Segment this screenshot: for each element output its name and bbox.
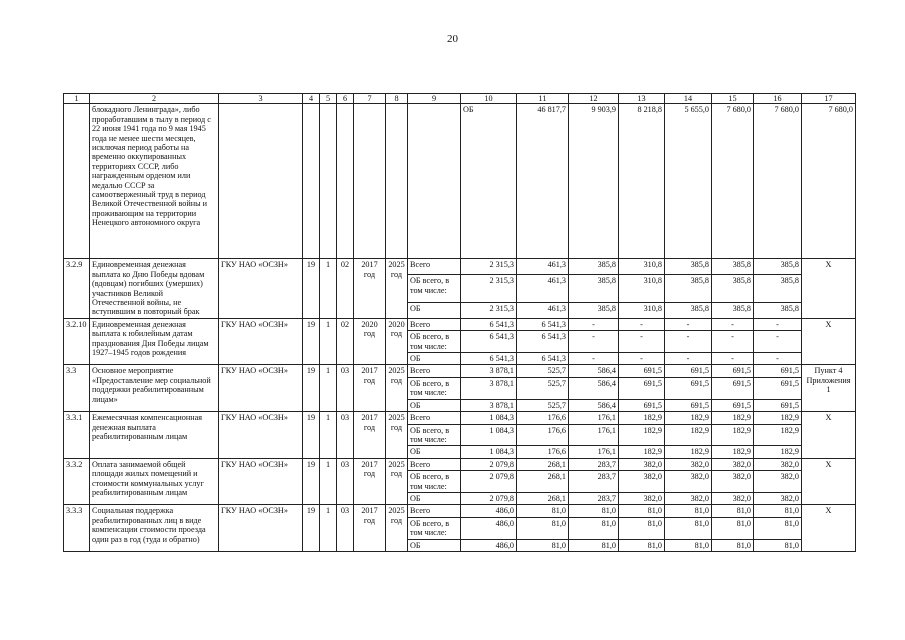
amount-cell: 461,3: [517, 303, 569, 319]
amount-cell: 691,5: [712, 399, 754, 411]
amount-cell: 182,9: [619, 412, 665, 424]
amount-cell: 486,0: [461, 517, 517, 539]
code-item: 03: [337, 365, 354, 412]
end-year: 2025 год: [386, 365, 408, 412]
start-year: 2017 год: [354, 365, 386, 412]
start-year: 2020 год: [354, 318, 386, 365]
funding-source: Всего: [408, 458, 461, 470]
column-number-3: 3: [219, 94, 303, 104]
executor: ГКУ НАО «ОСЗН»: [219, 505, 303, 552]
amount-cell: 283,7: [569, 492, 619, 504]
measure-name: Оплата занимаемой общей площади жилых помещений и стоимости коммунальных услуг реабилитированным лицам: [90, 458, 219, 505]
amount-cell: 691,5: [619, 399, 665, 411]
measure-name: блокадного Ленинграда», либо проработавшим в тылу в период с 22 июня 1941 года по 9 мая 1945 года не менее шести месяцев, исключая период работы на временно оккупированных территориях СССР, либо награжденным орденом или медалью СССР за самоотверженный труд в период Великой Отечественной войны и проживающим на территории Ненецкого автономного округа: [90, 104, 219, 259]
empty-cell: [303, 104, 320, 259]
note-cell: Х: [802, 458, 856, 505]
note-cell: Х: [802, 505, 856, 552]
amount-cell: 182,9: [619, 424, 665, 446]
amount-cell: 691,5: [712, 377, 754, 399]
code-item: 02: [337, 318, 354, 365]
funding-source: ОБ: [408, 446, 461, 458]
amount-cell: -: [665, 331, 712, 353]
amount-cell: 81,0: [665, 517, 712, 539]
amount-cell: 2 315,3: [461, 275, 517, 303]
amount-cell: 176,6: [517, 412, 569, 424]
amount-cell: 81,0: [517, 505, 569, 517]
amount-cell: 7 680,0: [754, 104, 802, 259]
amount-cell: 81,0: [517, 517, 569, 539]
empty-cell: [354, 104, 386, 259]
amount-cell: 81,0: [712, 505, 754, 517]
row-number-cell: [64, 104, 90, 259]
amount-cell: 81,0: [569, 539, 619, 551]
executor: ГКУ НАО «ОСЗН»: [219, 412, 303, 459]
amount-cell: 382,0: [712, 471, 754, 493]
end-year: 2025 год: [386, 412, 408, 459]
amount-cell: 81,0: [665, 505, 712, 517]
amount-cell: 525,7: [517, 399, 569, 411]
amount-cell: -: [665, 318, 712, 330]
column-number-13: 13: [619, 94, 665, 104]
executor: ГКУ НАО «ОСЗН»: [219, 259, 303, 318]
amount-cell: 385,8: [569, 259, 619, 275]
amount-cell: 691,5: [665, 377, 712, 399]
amount-cell: 6 541,3: [517, 353, 569, 365]
empty-cell: [337, 104, 354, 259]
amount-cell: 691,5: [665, 365, 712, 377]
amount-cell: -: [665, 353, 712, 365]
measure-row-line: [64, 412, 856, 424]
amount-cell: 525,7: [517, 365, 569, 377]
executor: ГКУ НАО «ОСЗН»: [219, 458, 303, 505]
funding-source: ОБ: [408, 303, 461, 319]
note-cell: Х: [802, 259, 856, 318]
amount-cell: 81,0: [712, 517, 754, 539]
amount-cell: 586,4: [569, 365, 619, 377]
end-year: 2025 год: [386, 259, 408, 318]
amount-cell: 182,9: [754, 412, 802, 424]
column-number-2: 2: [90, 94, 219, 104]
program-measures-table: [63, 93, 856, 552]
column-number-4: 4: [303, 94, 320, 104]
column-number-12: 12: [569, 94, 619, 104]
amount-cell: -: [712, 331, 754, 353]
code-grbs: 19: [303, 259, 320, 318]
funding-source: ОБ: [408, 353, 461, 365]
amount-cell: 385,8: [754, 303, 802, 319]
code-grbs: 19: [303, 412, 320, 459]
amount-cell: 182,9: [665, 446, 712, 458]
funding-source: ОБ всего, в том числе:: [408, 424, 461, 446]
amount-cell: -: [754, 318, 802, 330]
executor: ГКУ НАО «ОСЗН»: [219, 318, 303, 365]
column-number-14: 14: [665, 94, 712, 104]
amount-cell: 6 541,3: [461, 318, 517, 330]
amount-cell: 176,1: [569, 412, 619, 424]
code-sub: 1: [320, 458, 337, 505]
amount-cell: 46 817,7: [517, 104, 569, 259]
amount-cell: 6 541,3: [517, 318, 569, 330]
amount-cell: 182,9: [712, 424, 754, 446]
start-year: 2017 год: [354, 505, 386, 552]
code-grbs: 19: [303, 365, 320, 412]
measure-name: Единовременная денежная выплата ко Дню Победы вдовам (вдовцам) погибших (умерших) участников Великой Отечественной войны, не вступившим в повторный брак: [90, 259, 219, 318]
empty-cell: [386, 104, 408, 259]
measure-row-line: [64, 259, 856, 275]
executor: ГКУ НАО «ОСЗН»: [219, 365, 303, 412]
amount-cell: 385,8: [712, 275, 754, 303]
amount-cell: 691,5: [665, 399, 712, 411]
amount-cell: 691,5: [619, 377, 665, 399]
amount-cell: 9 903,9: [569, 104, 619, 259]
row-number: 3.3.1: [64, 412, 90, 459]
empty-cell: [408, 104, 461, 259]
funding-source: Всего: [408, 505, 461, 517]
amount-cell: 176,1: [569, 424, 619, 446]
amount-cell: -: [569, 353, 619, 365]
amount-cell: 382,0: [754, 492, 802, 504]
funding-source: Всего: [408, 365, 461, 377]
amount-cell: 182,9: [712, 412, 754, 424]
amount-cell: 2 079,8: [461, 471, 517, 493]
amount-cell: 81,0: [754, 505, 802, 517]
column-number-17: 17: [802, 94, 856, 104]
measure-row-line: [64, 505, 856, 517]
amount-cell: 283,7: [569, 458, 619, 470]
note-cell: Пункт 4 Приложения 1: [802, 365, 856, 412]
amount-cell: 586,4: [569, 377, 619, 399]
funding-source: ОБ всего, в том числе:: [408, 517, 461, 539]
amount-cell: 8 218,8: [619, 104, 665, 259]
amount-cell: 691,5: [754, 365, 802, 377]
amount-cell: 182,9: [665, 412, 712, 424]
amount-cell: 691,5: [619, 365, 665, 377]
row-number: 3.3: [64, 365, 90, 412]
end-year: 2020 год: [386, 318, 408, 365]
column-number-16: 16: [754, 94, 802, 104]
amount-cell: -: [619, 353, 665, 365]
amount-cell: 81,0: [569, 517, 619, 539]
row-number: 3.3.3: [64, 505, 90, 552]
amount-cell: -: [569, 331, 619, 353]
amount-cell: 525,7: [517, 377, 569, 399]
amount-cell: 1 084,3: [461, 412, 517, 424]
amount-cell: 182,9: [712, 446, 754, 458]
amount-cell: 7 680,0: [802, 104, 856, 259]
amount-cell: 81,0: [754, 517, 802, 539]
amount-cell: 310,8: [619, 303, 665, 319]
amount-cell: 176,6: [517, 424, 569, 446]
amount-cell: 268,1: [517, 471, 569, 493]
start-year: 2017 год: [354, 458, 386, 505]
start-year: 2017 год: [354, 412, 386, 459]
amount-cell: 81,0: [754, 539, 802, 551]
start-year: 2017 год: [354, 259, 386, 318]
amount-cell: 2 079,8: [461, 458, 517, 470]
code-sub: 1: [320, 259, 337, 318]
amount-cell: 382,0: [665, 471, 712, 493]
amount-cell: 2 315,3: [461, 303, 517, 319]
amount-cell: 81,0: [665, 539, 712, 551]
code-sub: 1: [320, 318, 337, 365]
amount-cell: 382,0: [754, 458, 802, 470]
column-number-6: 6: [337, 94, 354, 104]
note-cell: Х: [802, 412, 856, 459]
amount-cell: 283,7: [569, 471, 619, 493]
amount-cell: 385,8: [569, 303, 619, 319]
column-number-7: 7: [354, 94, 386, 104]
amount-cell: 486,0: [461, 505, 517, 517]
amount-cell: -: [569, 318, 619, 330]
amount-cell: 461,3: [517, 259, 569, 275]
end-year: 2025 год: [386, 458, 408, 505]
funding-source: ОБ: [408, 539, 461, 551]
amount-cell: 6 541,3: [461, 353, 517, 365]
measure-name: Ежемесячная компенсационная денежная выплата реабилитированным лицам: [90, 412, 219, 459]
amount-cell: 2 315,3: [461, 259, 517, 275]
amount-cell: 385,8: [754, 259, 802, 275]
code-item: 02: [337, 259, 354, 318]
code-item: 03: [337, 505, 354, 552]
amount-cell: 691,5: [754, 399, 802, 411]
amount-cell: 385,8: [665, 303, 712, 319]
funding-source: ОБ: [461, 104, 517, 259]
measure-name: Единовременная денежная выплата к юбилейным датам празднования Дня Победы лицам 1927–1945 годов рождения: [90, 318, 219, 365]
amount-cell: 182,9: [754, 424, 802, 446]
column-number-5: 5: [320, 94, 337, 104]
code-sub: 1: [320, 365, 337, 412]
amount-cell: 6 541,3: [461, 331, 517, 353]
column-number-row: [64, 94, 856, 104]
amount-cell: 486,0: [461, 539, 517, 551]
amount-cell: 385,8: [569, 275, 619, 303]
continuation-row: [64, 104, 856, 259]
amount-cell: 385,8: [665, 275, 712, 303]
column-number-8: 8: [386, 94, 408, 104]
amount-cell: 176,6: [517, 446, 569, 458]
amount-cell: -: [754, 353, 802, 365]
amount-cell: 268,1: [517, 458, 569, 470]
amount-cell: 81,0: [619, 505, 665, 517]
row-number: 3.2.9: [64, 259, 90, 318]
amount-cell: 1 084,3: [461, 446, 517, 458]
column-number-10: 10: [461, 94, 517, 104]
amount-cell: 3 878,1: [461, 365, 517, 377]
measure-row-line: [64, 365, 856, 377]
code-grbs: 19: [303, 458, 320, 505]
amount-cell: 182,9: [665, 424, 712, 446]
amount-cell: 81,0: [517, 539, 569, 551]
amount-cell: 182,9: [754, 446, 802, 458]
amount-cell: 382,0: [754, 471, 802, 493]
amount-cell: 385,8: [665, 259, 712, 275]
amount-cell: 3 878,1: [461, 377, 517, 399]
column-number-15: 15: [712, 94, 754, 104]
measure-name: Основное мероприятие «Предоставление мер социальной поддержки реабилитированным лицам»: [90, 365, 219, 412]
code-grbs: 19: [303, 505, 320, 552]
amount-cell: 81,0: [619, 517, 665, 539]
amount-cell: 382,0: [712, 458, 754, 470]
amount-cell: -: [754, 331, 802, 353]
funding-source: ОБ всего, в том числе:: [408, 377, 461, 399]
measure-row-line: [64, 318, 856, 330]
amount-cell: 385,8: [712, 303, 754, 319]
end-year: 2025 год: [386, 505, 408, 552]
amount-cell: 382,0: [712, 492, 754, 504]
column-number-1: 1: [64, 94, 90, 104]
amount-cell: -: [712, 353, 754, 365]
code-item: 03: [337, 458, 354, 505]
funding-source: ОБ всего, в том числе:: [408, 331, 461, 353]
measure-row-line: [64, 458, 856, 470]
amount-cell: 81,0: [569, 505, 619, 517]
funding-source: Всего: [408, 412, 461, 424]
amount-cell: 382,0: [619, 492, 665, 504]
empty-cell: [219, 104, 303, 259]
amount-cell: 310,8: [619, 275, 665, 303]
column-number-11: 11: [517, 94, 569, 104]
funding-source: Всего: [408, 318, 461, 330]
funding-source: ОБ всего, в том числе:: [408, 275, 461, 303]
row-number: 3.3.2: [64, 458, 90, 505]
funding-source: ОБ: [408, 492, 461, 504]
page-number: 20: [447, 33, 458, 45]
amount-cell: 691,5: [754, 377, 802, 399]
note-cell: Х: [802, 318, 856, 365]
amount-cell: 176,1: [569, 446, 619, 458]
amount-cell: 3 878,1: [461, 399, 517, 411]
amount-cell: 81,0: [619, 539, 665, 551]
funding-source: ОБ: [408, 399, 461, 411]
amount-cell: 382,0: [619, 471, 665, 493]
amount-cell: 461,3: [517, 275, 569, 303]
code-grbs: 19: [303, 318, 320, 365]
amount-cell: 586,4: [569, 399, 619, 411]
amount-cell: 1 084,3: [461, 424, 517, 446]
amount-cell: 310,8: [619, 259, 665, 275]
amount-cell: 182,9: [619, 446, 665, 458]
amount-cell: 5 655,0: [665, 104, 712, 259]
measure-name: Социальная поддержка реабилитированных лиц в виде компенсации стоимости проезда один раз в год (туда и обратно): [90, 505, 219, 552]
column-number-9: 9: [408, 94, 461, 104]
amount-cell: 385,8: [712, 259, 754, 275]
amount-cell: 6 541,3: [517, 331, 569, 353]
amount-cell: 382,0: [619, 458, 665, 470]
amount-cell: -: [619, 318, 665, 330]
row-number: 3.2.10: [64, 318, 90, 365]
funding-source: Всего: [408, 259, 461, 275]
amount-cell: 2 079,8: [461, 492, 517, 504]
amount-cell: 268,1: [517, 492, 569, 504]
amount-cell: 385,8: [754, 275, 802, 303]
amount-cell: -: [619, 331, 665, 353]
funding-source: ОБ всего, в том числе:: [408, 471, 461, 493]
code-sub: 1: [320, 505, 337, 552]
amount-cell: 691,5: [712, 365, 754, 377]
amount-cell: 382,0: [665, 458, 712, 470]
code-sub: 1: [320, 412, 337, 459]
amount-cell: 81,0: [712, 539, 754, 551]
amount-cell: 382,0: [665, 492, 712, 504]
amount-cell: 7 680,0: [712, 104, 754, 259]
code-item: 03: [337, 412, 354, 459]
amount-cell: -: [712, 318, 754, 330]
empty-cell: [320, 104, 337, 259]
